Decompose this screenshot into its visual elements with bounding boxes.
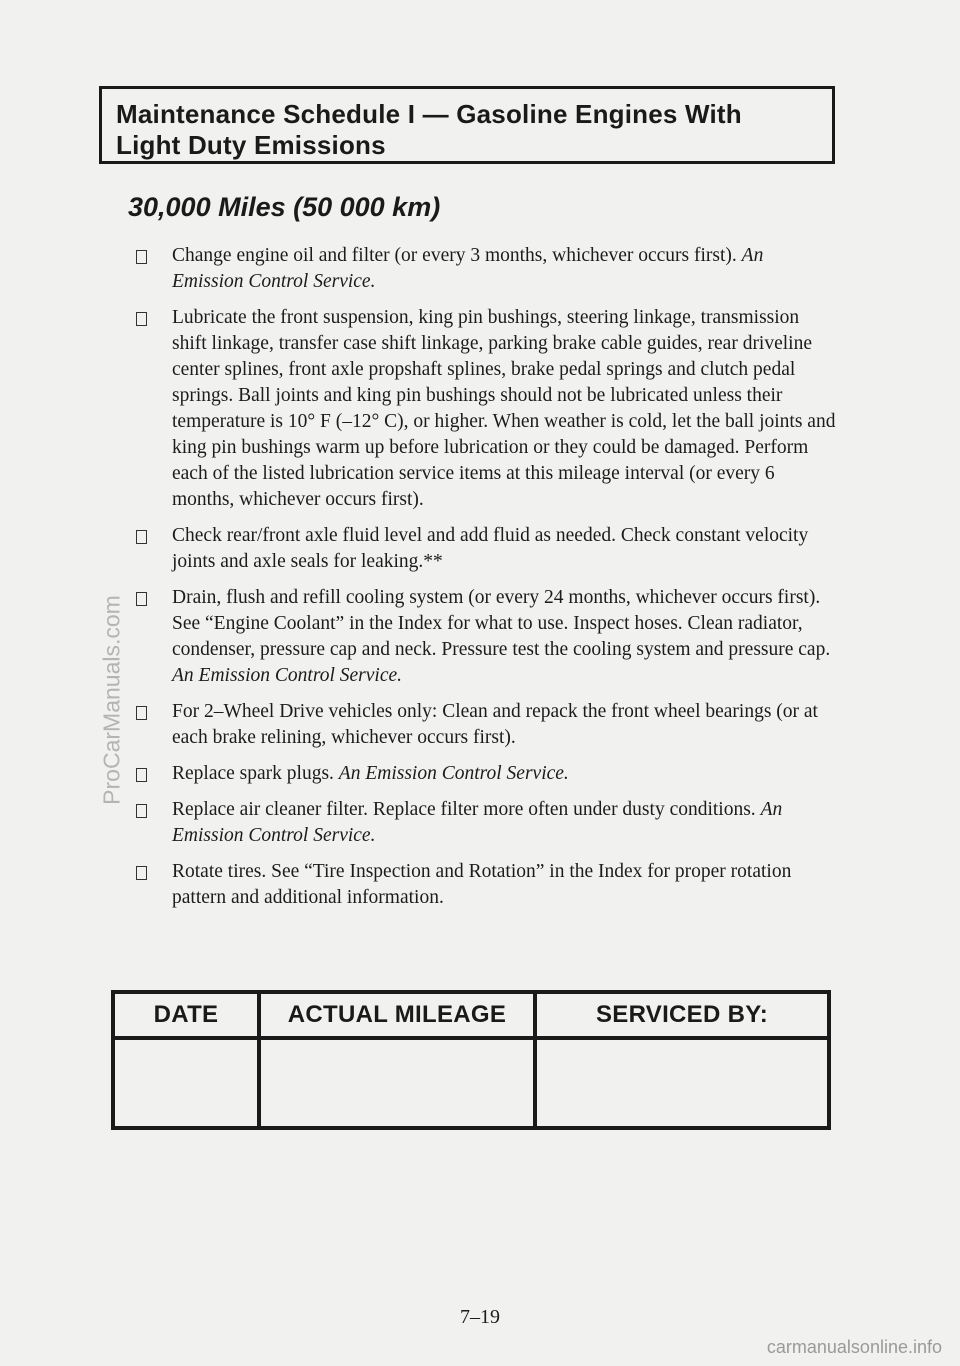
- column-header-serviced-by: SERVICED BY:: [535, 992, 829, 1038]
- schedule-header-box: [99, 86, 835, 164]
- page-number: 7–19: [460, 1306, 500, 1328]
- schedule-title: [116, 99, 816, 161]
- table-header-row: [113, 992, 829, 1038]
- checkbox-icon: [136, 530, 147, 544]
- item-text: For 2–Wheel Drive vehicles only: Clean and repack the front wheel bearings (or at each brake relining, whichever occurs first).: [172, 701, 818, 748]
- column-header-date: DATE: [113, 992, 259, 1038]
- checklist-item: [132, 699, 837, 751]
- checklist-item: [132, 523, 837, 575]
- checkbox-icon: [136, 804, 147, 818]
- checkbox-icon: [136, 592, 147, 606]
- item-note: An Emission Control Service.: [172, 245, 764, 292]
- item-text: Rotate tires. See “Tire Inspection and Rotation” in the Index for proper rotation pattern and additional information.: [172, 861, 792, 908]
- checkbox-icon: [136, 312, 147, 326]
- table-row: [113, 1038, 829, 1128]
- item-text: Change engine oil and filter (or every 3 months, whichever occurs first).: [172, 245, 742, 266]
- serviced-by-cell: [535, 1038, 829, 1128]
- service-checklist: [132, 243, 837, 921]
- item-note: An Emission Control Service.: [172, 665, 403, 686]
- item-note: An Emission Control Service.: [338, 763, 569, 784]
- item-text: Lubricate the front suspension, king pin bushings, steering linkage, transmission shift linkage, transfer case shift linkage, parking brake cable guides, rear driveline center splines, front axle propshaft splines, brake pedal springs and clutch pedal springs. Ball joints and king pin bushings should not be lubricated unless their temperature is 10° F (–12° C), or higher. When weather is cold, let the ball joints and king pin bushings warm up before lubrication or they could be damaged. Perform each of the listed lubrication service items at this mileage interval (or every 6 months, whichever occurs first).: [172, 307, 836, 510]
- item-text: Replace spark plugs.: [172, 763, 339, 784]
- schedule-title-line-2: Light Duty Emissions: [116, 130, 386, 160]
- checkbox-icon: [136, 866, 147, 880]
- checklist-item: [132, 761, 837, 787]
- checkbox-icon: [136, 250, 147, 264]
- schedule-title-line-1: Maintenance Schedule I — Gasoline Engines With: [116, 99, 742, 129]
- column-header-actual-mileage: ACTUAL MILEAGE: [259, 992, 535, 1038]
- checklist-item: [132, 859, 837, 911]
- date-cell: [113, 1038, 259, 1128]
- checklist-item: [132, 797, 837, 849]
- item-text: Drain, flush and refill cooling system (or every 24 months, whichever occurs first). See “Engine Coolant” in the Index for what to use. Inspect hoses. Clean radiator, condenser, pressure cap and neck. Pressure test the cooling system and pressure cap.: [172, 587, 831, 660]
- item-text: Check rear/front axle fluid level and add fluid as needed. Check constant velocity joints and axle seals for leaking.**: [172, 525, 809, 572]
- footer-watermark: carmanualsonline.info: [766, 1337, 942, 1357]
- actual-mileage-cell: [259, 1038, 535, 1128]
- item-text: Replace air cleaner filter. Replace filter more often under dusty conditions.: [172, 799, 761, 820]
- item-note: An Emission Control Service.: [172, 799, 783, 846]
- checklist-item: [132, 305, 837, 513]
- checkbox-icon: [136, 768, 147, 782]
- site-watermark: ProCarManuals.com: [98, 595, 125, 805]
- checklist-item: [132, 585, 837, 689]
- mileage-heading: 30,000 Miles (50 000 km): [128, 192, 441, 222]
- checklist-item: [132, 243, 837, 295]
- checkbox-icon: [136, 706, 147, 720]
- service-record-table: [111, 990, 831, 1130]
